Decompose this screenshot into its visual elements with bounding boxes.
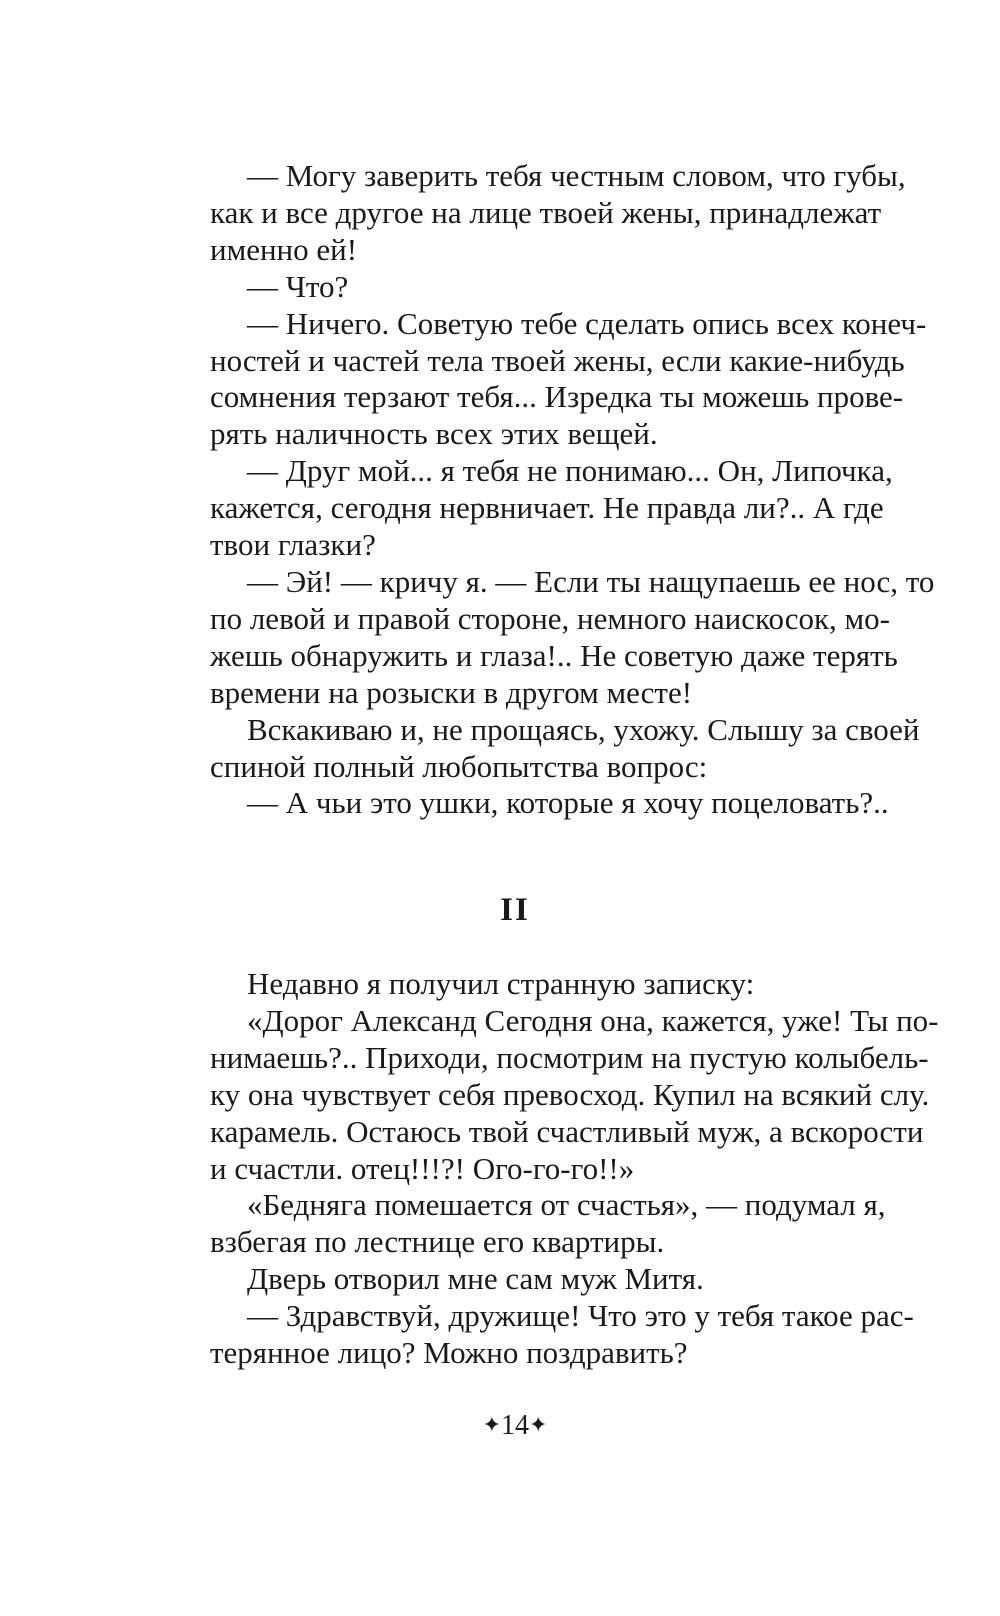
paragraph (173, 453, 893, 564)
text-line: кажется, сегодня нервничает. Не правда ли?.. А где (210, 490, 884, 526)
text-line: нимаешь?.. Приходи, посмотрим на пустую колыбель- (210, 1039, 929, 1075)
text-line: Дверь отворил мне сам муж Митя. (247, 1261, 704, 1297)
text-line: ку она чувствует себя превосход. Купил на всякий слу. (210, 1076, 930, 1112)
text-line: времени на розыски в другом месте! (210, 674, 693, 710)
text-line: именно ей! (210, 231, 358, 267)
text-line: карамель. Остаюсь твой счастливый муж, а вскорости (210, 1113, 924, 1149)
text-section-one (173, 158, 935, 822)
text-line: взбегая по лестнице его квартиры. (210, 1224, 665, 1260)
paragraph (173, 563, 935, 712)
text-line: жешь обнаружить и глаза!.. Не советую даже терять (210, 637, 898, 673)
paragraph (173, 158, 906, 269)
page-number: 14 (501, 1410, 529, 1441)
text-line: рять наличность всех этих вещей. (210, 416, 658, 452)
paragraph (173, 1002, 939, 1188)
text-line: твои глазки? (210, 527, 376, 563)
text-line: сомнения терзают тебя... Изредка ты можешь прове- (210, 379, 904, 415)
text-line: Вскакиваю и, не прощаясь, ухожу. Слышу за своей (247, 711, 920, 747)
paragraph (173, 711, 920, 786)
paragraph (173, 269, 859, 306)
paragraph (173, 785, 889, 822)
text-line: Недавно я получил странную записку: (247, 966, 755, 1001)
text-line: и счастли. отец!!!?! Ого-го-го!!» (210, 1150, 635, 1186)
text-line: ностей и частей тела твоей жены, если какие-нибудь (210, 342, 905, 378)
text-line: — Что? (247, 268, 349, 304)
text-line: как и все другое на лице твоей жены, принадлежат (210, 194, 882, 230)
text-line: «Дорог Александ Сегодня она, кажется, уже! Ты по- (247, 1002, 939, 1038)
text-line: спиной полный любопытства вопрос: (210, 748, 708, 784)
text-line: — Друг мой... я тебя не понимаю... Он, Липочка, (247, 453, 893, 489)
paragraph (173, 305, 927, 454)
text-line: — Здравствуй, дружище! Что это у тебя такое рас- (247, 1298, 914, 1334)
text-line: — Ничего. Советую тебе сделать опись всех конеч- (247, 305, 927, 341)
paragraph (173, 1298, 914, 1372)
text-line: «Бедняга помешается от счастья», — подумал я, (247, 1187, 886, 1223)
text-line: — Эй! — кричу я. — Если ты нащупаешь ее нос, то (247, 563, 935, 599)
text-line: терянное лицо? Можно поздравить? (210, 1335, 688, 1371)
star-ornament-icon: ✦ (482, 1412, 501, 1437)
chapter-heading: II (500, 892, 530, 928)
paragraph (173, 1187, 886, 1261)
text-line: по левой и правой стороне, немного наискосок, мо- (210, 600, 891, 636)
text-line: — А чьи это ушки, которые я хочу поцеловать?.. (247, 785, 889, 821)
paragraph (173, 1261, 859, 1298)
star-ornament-icon: ✦ (529, 1412, 548, 1437)
page-number-footer (0, 1408, 1000, 1443)
text-section-two (173, 966, 939, 1372)
paragraph (173, 966, 859, 1003)
text-line: — Могу заверить тебя честным словом, что губы, (247, 158, 906, 193)
